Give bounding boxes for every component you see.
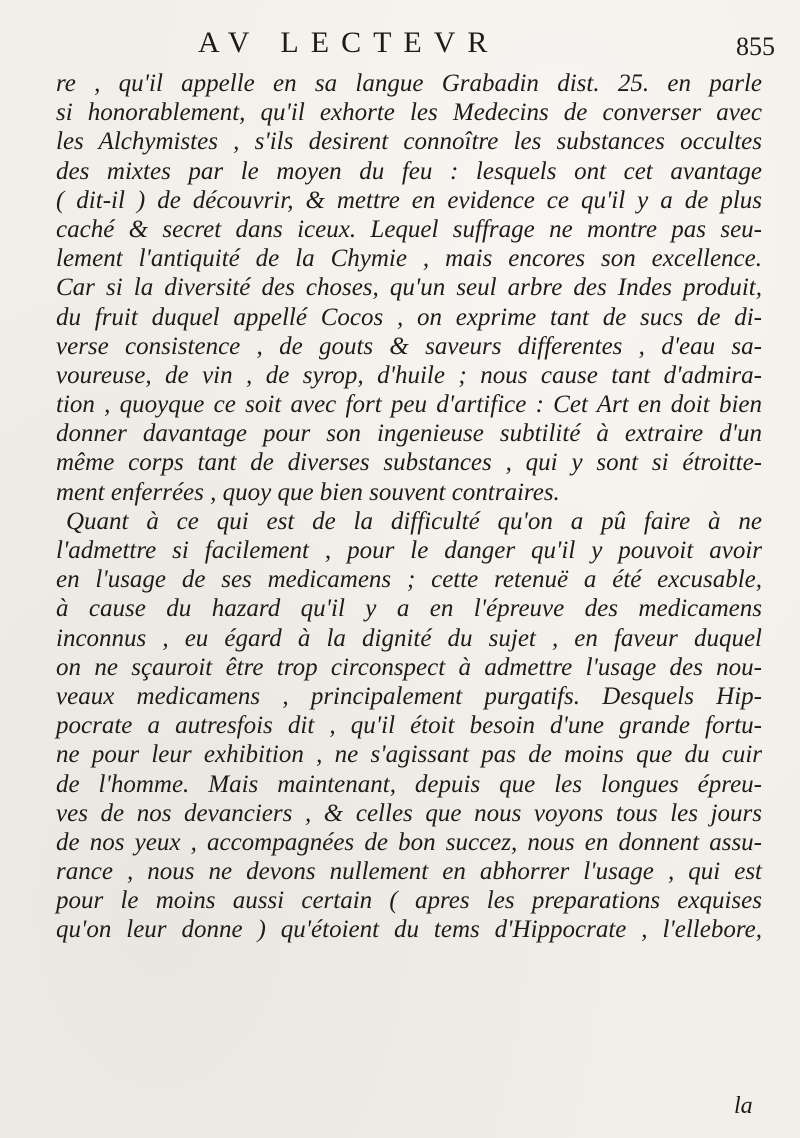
text-line: si honorablement, qu'il exhorte les Medecins de converser avec	[56, 99, 762, 127]
text-line: ne pour leur exhibition , ne s'agissant pas de moins que du cuir	[56, 741, 762, 769]
text-line: tion , quoyque ce soit avec fort peu d'artifice : Cet Art en doit bien	[56, 391, 762, 419]
text-line: Car si la diversité des choses, qu'un seul arbre des Indes produit,	[56, 274, 762, 302]
text-line: pocrate a autresfois dit , qu'il étoit besoin d'une grande fortu-	[56, 712, 762, 740]
text-line: caché & secret dans iceux. Lequel suffrage ne montre pas seu-	[56, 215, 762, 243]
text-line-paragraph-start: Quant à ce qui est de la difficulté qu'on a pû faire à ne	[66, 507, 762, 535]
text-line: de nos yeux , accompagnées de bon succez, nous en donnent assu-	[56, 828, 762, 856]
text-line: de l'homme. Mais maintenant, depuis que les longues épreu-	[56, 770, 762, 798]
text-line-paragraph-end: ment enferrées , quoy que bien souvent contraires.	[56, 478, 560, 506]
text-line: qu'on leur donne ) qu'étoient du tems d'Hippocrate , l'ellebore,	[56, 916, 762, 944]
page-number: 855	[736, 32, 775, 61]
text-line: du fruit duquel appellé Cocos , on exprime tant de sucs de di-	[56, 303, 762, 331]
body-text	[56, 69, 762, 945]
text-line: en l'usage de ses medicamens ; cette retenuë a été excusable,	[56, 566, 762, 594]
text-line: donner davantage pour son ingenieuse subtilité à extraire d'un	[56, 420, 762, 448]
text-line: à cause du hazard qu'il y a en l'épreuve des medicamens	[56, 595, 762, 623]
text-line: on ne sçauroit être trop circonspect à admettre l'usage des nou-	[56, 653, 762, 681]
text-line: l'admettre si facilement , pour le danger qu'il y pouvoit avoir	[56, 537, 762, 564]
text-line: re , qu'il appelle en sa langue Grabadin dist. 25. en parle	[56, 70, 762, 97]
text-line: inconnus , eu égard à la dignité du sujet , en faveur duquel	[56, 624, 762, 652]
text-line: verse consistence , de gouts & saveurs differentes , d'eau sa-	[56, 332, 762, 360]
text-line: lement l'antiquité de la Chymie , mais encores son excellence.	[56, 245, 762, 273]
text-line: ves de nos devanciers , & celles que nous voyons tous les jours	[56, 799, 762, 827]
text-line: même corps tant de diverses substances , qui y sont si étroitte-	[56, 449, 762, 477]
text-line: pour le moins aussi certain ( apres les preparations exquises	[56, 887, 762, 915]
text-line: des mixtes par le moyen du feu : lesquels ont cet avantage	[56, 157, 762, 185]
text-line: ( dit-il ) de découvrir, & mettre en evidence ce qu'il y a de plus	[56, 186, 762, 214]
text-line: veaux medicamens , principalement purgatifs. Desquels Hip-	[56, 682, 762, 710]
text-line: rance , nous ne devons nullement en abhorrer l'usage , qui est	[56, 858, 762, 886]
catchword: la	[734, 1093, 753, 1119]
text-line: voureuse, de vin , de syrop, d'huile ; nous cause tant d'admira-	[56, 361, 762, 389]
running-title: AV LECTEVR	[198, 26, 500, 59]
text-line: les Alchymistes , s'ils desirent connoître les substances occultes	[56, 128, 762, 156]
